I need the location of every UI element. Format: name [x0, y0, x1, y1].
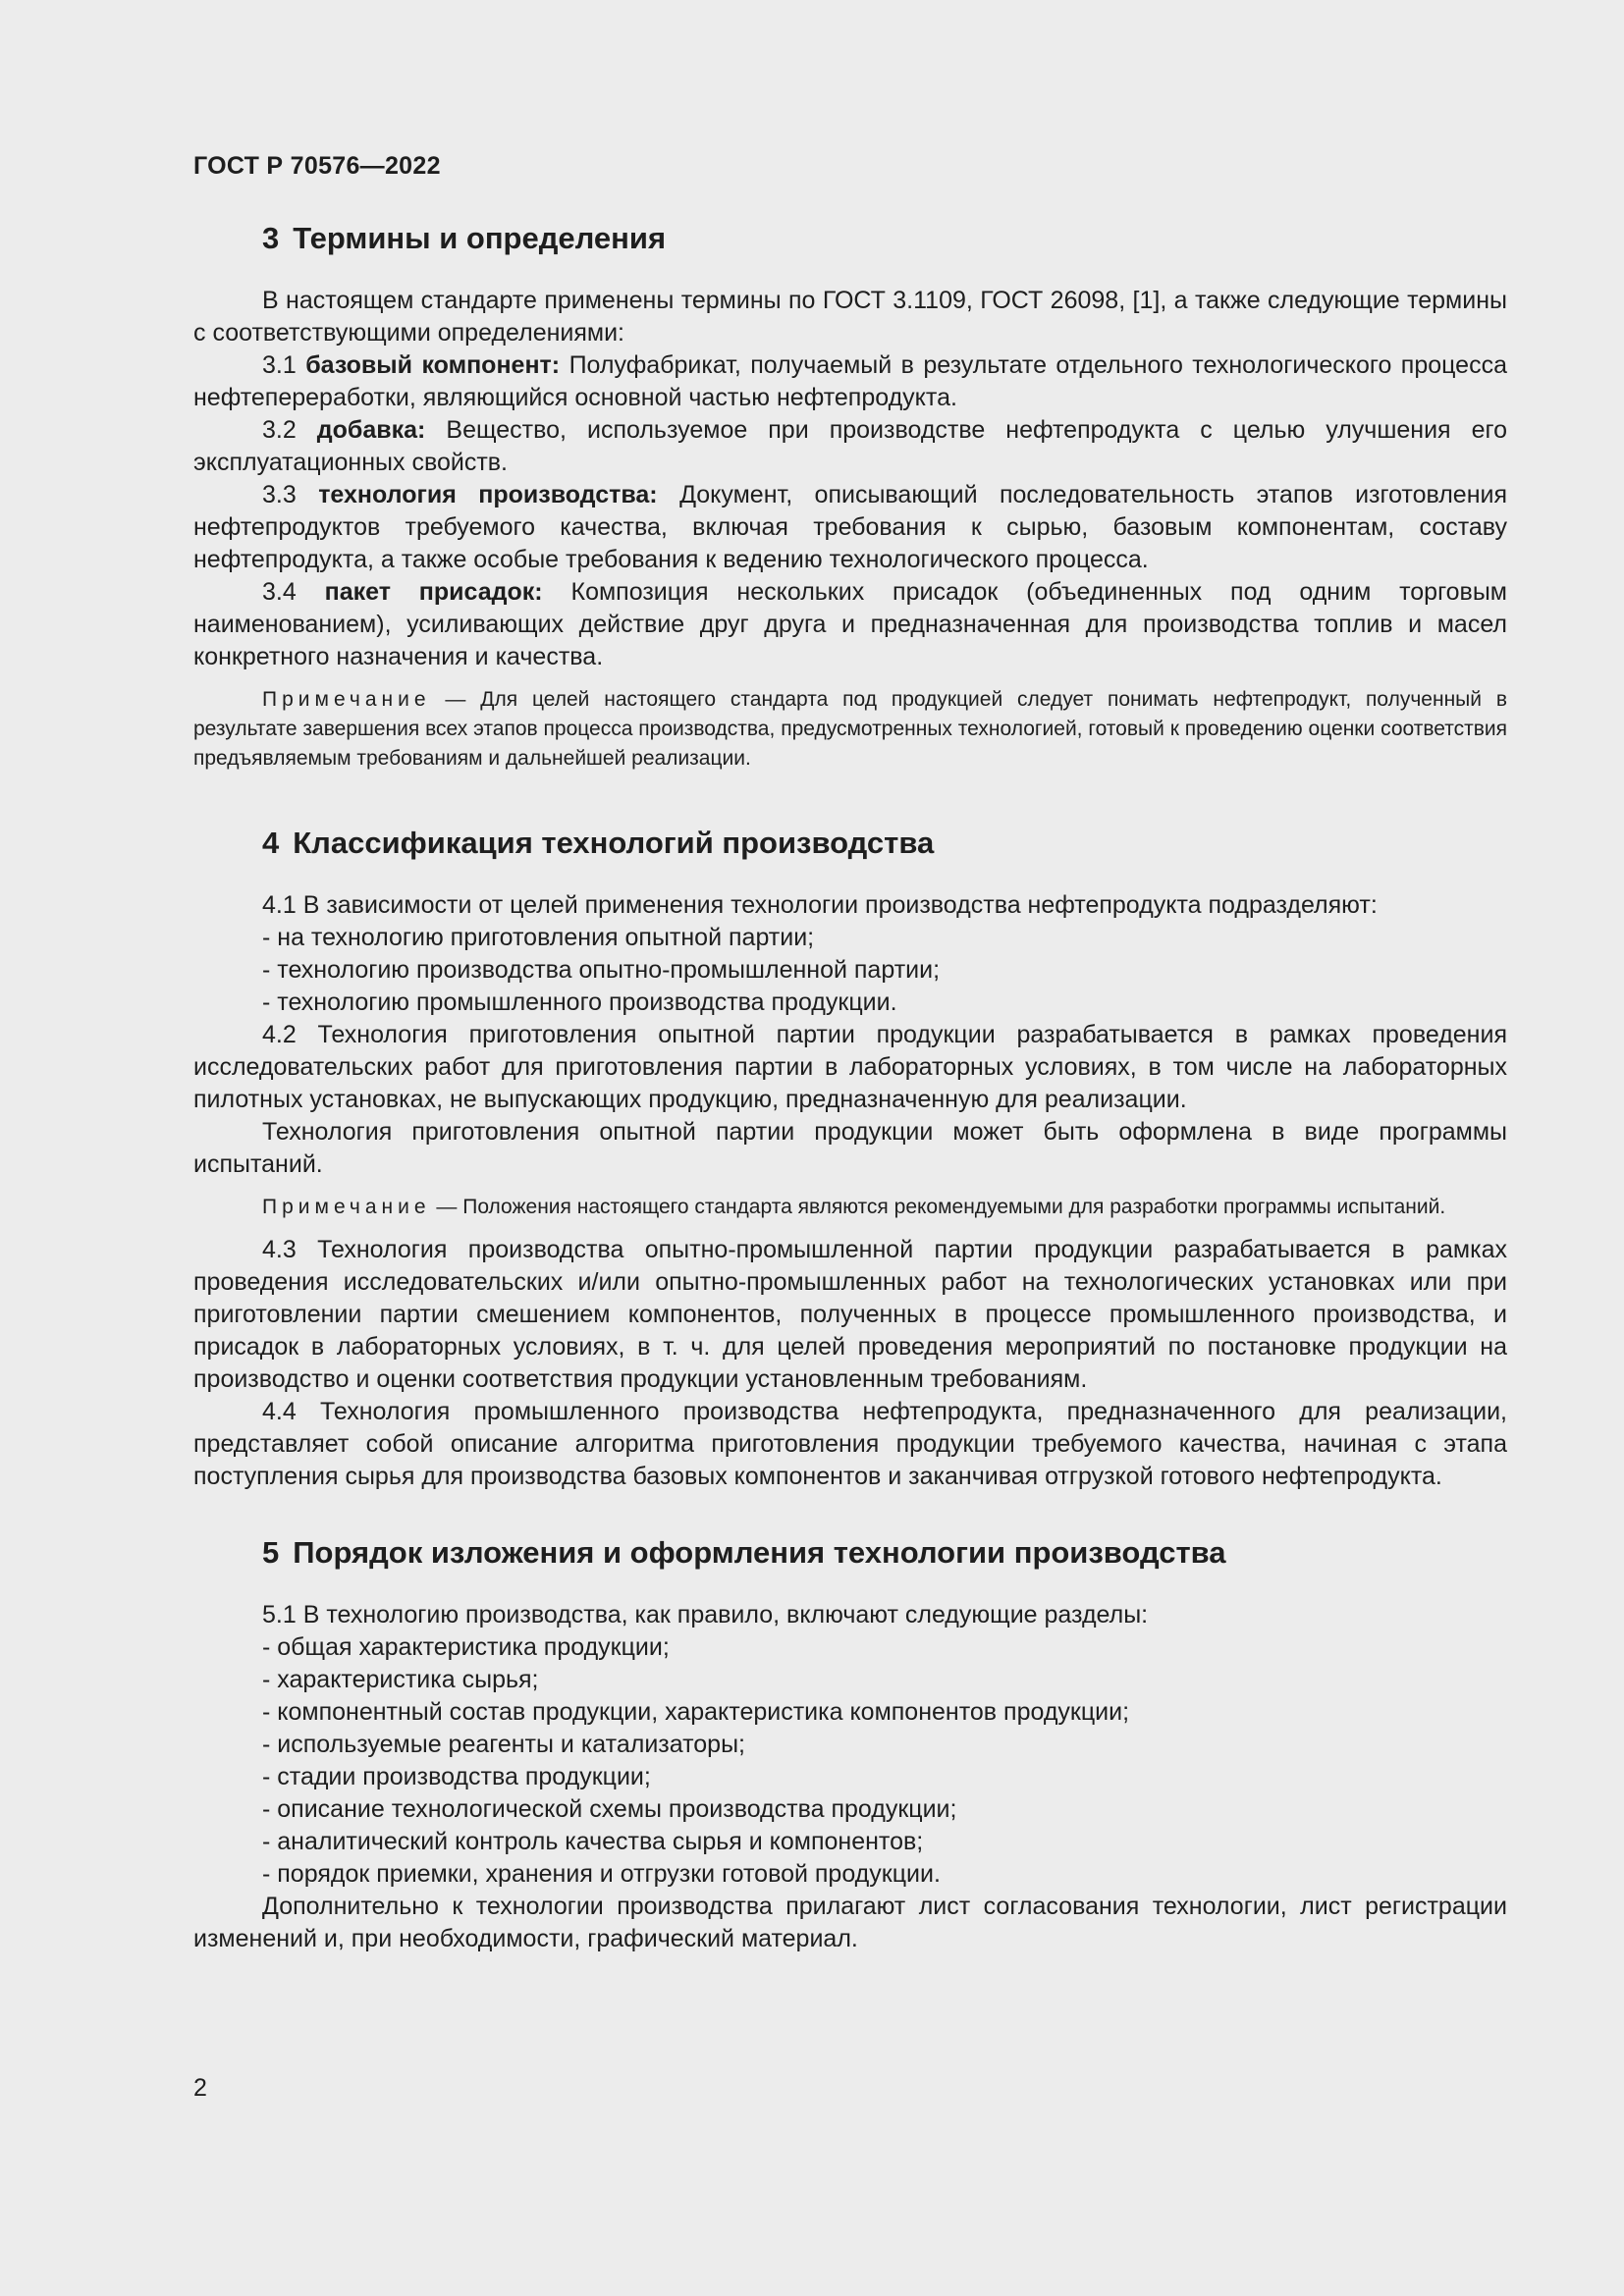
- list-item: - на технологию приготовления опытной партии;: [262, 924, 815, 951]
- section-4-p3: Технология приготовления опытной партии продукции может быть оформлена в виде программы испытаний.: [193, 1118, 1507, 1178]
- document-body: [193, 218, 1507, 1955]
- section-5-title: 5 Порядок изложения и оформления технологии производства: [262, 1535, 1226, 1570]
- document-header: ГОСТ Р 70576—2022: [193, 152, 441, 180]
- list-item: - компонентный состав продукции, характеристика компонентов продукции;: [262, 1698, 1130, 1726]
- section-4-note: Примечание — Положения настоящего стандарта являются рекомендуемыми для разработки программы испытаний.: [262, 1196, 1446, 1218]
- section-4-title: 4 Классификация технологий производства: [262, 826, 935, 860]
- section-3-note: Примечание — Для целей настоящего стандарта под продукцией следует понимать нефтепродукт, полученный в результате завершения всех этапов процесса производства, предусмотренных технологией, готовый к проведению оценки соответствия предъявляемым требованиям и дальнейшей реализации.: [193, 688, 1507, 770]
- term-3-3: 3.3 технология производства: Документ, описывающий последовательность этапов изготовления нефтепродуктов требуемого качества, включая требования к сырью, базовым компонентам, составу нефтепродукта, а также особые требования к ведению технологического процесса.: [193, 481, 1508, 573]
- list-item: - используемые реагенты и катализаторы;: [262, 1731, 745, 1758]
- section-5-p2: Дополнительно к технологии производства прилагают лист согласования технологии, лист регистрации изменений и, при необходимости, графический материал.: [193, 1893, 1507, 1952]
- list-item: - характеристика сырья;: [262, 1666, 539, 1693]
- section-3-title: 3 Термины и определения: [262, 221, 667, 255]
- section-4-p4: 4.3 Технология производства опытно-промышленной партии продукции разрабатывается в рамках проведения исследовательских и/или опытно-промышленных работ на технологических установках или при приготовлении партии смешением компонентов, полученных в процессе промышленного производства, и присадок в лабораторных условиях, в т. ч. для целей проведения мероприятий по постановке продукции на производство и оценки соответствия продукции установленным требованиям.: [193, 1236, 1507, 1393]
- term-3-4: 3.4 пакет присадок: Композиция нескольких присадок (объединенных под одним торговым наименованием), усиливающих действие друг друга и предназначенная для производства топлив и масел конкретного назначения и качества.: [193, 578, 1507, 670]
- section-4-p1: 4.1 В зависимости от целей применения технологии производства нефтепродукта подразделяют:: [262, 891, 1378, 919]
- term-3-1: 3.1 базовый компонент: Полуфабрикат, получаемый в результате отдельного технологического процесса нефтепереработки, являющийся основной частью нефтепродукта.: [193, 351, 1507, 411]
- section-4-p2: 4.2 Технология приготовления опытной партии продукции разрабатывается в рамках проведения исследовательских работ для приготовления партии в лабораторных условиях, в том числе на лабораторных пилотных установках, не выпускающих продукцию, предназначенную для реализации.: [193, 1021, 1507, 1113]
- list-item: - технологию производства опытно-промышленной партии;: [262, 956, 941, 984]
- section-5-p1: 5.1 В технологию производства, как правило, включают следующие разделы:: [262, 1601, 1149, 1629]
- list-item: - описание технологической схемы производства продукции;: [262, 1795, 957, 1823]
- list-item: - общая характеристика продукции;: [262, 1633, 670, 1661]
- page-number: 2: [193, 2074, 207, 2102]
- section-3-intro: В настоящем стандарте применены термины по ГОСТ 3.1109, ГОСТ 26098, [1], а также следующие термины с соответствующими определениями:: [193, 287, 1507, 347]
- list-item: - порядок приемки, хранения и отгрузки готовой продукции.: [262, 1860, 941, 1888]
- list-item: - стадии производства продукции;: [262, 1763, 651, 1790]
- list-item: - аналитический контроль качества сырья и компонентов;: [262, 1828, 924, 1855]
- list-item: - технологию промышленного производства продукции.: [262, 988, 897, 1016]
- term-3-2: 3.2 добавка: Вещество, используемое при производстве нефтепродукта с целью улучшения его эксплуатационных свойств.: [193, 416, 1507, 476]
- section-4-p5: 4.4 Технология промышленного производства нефтепродукта, предназначенного для реализации, представляет собой описание алгоритма приготовления продукции требуемого качества, начиная с этапа поступления сырья для производства базовых компонентов и заканчивая отгрузкой готового нефтепродукта.: [193, 1398, 1507, 1490]
